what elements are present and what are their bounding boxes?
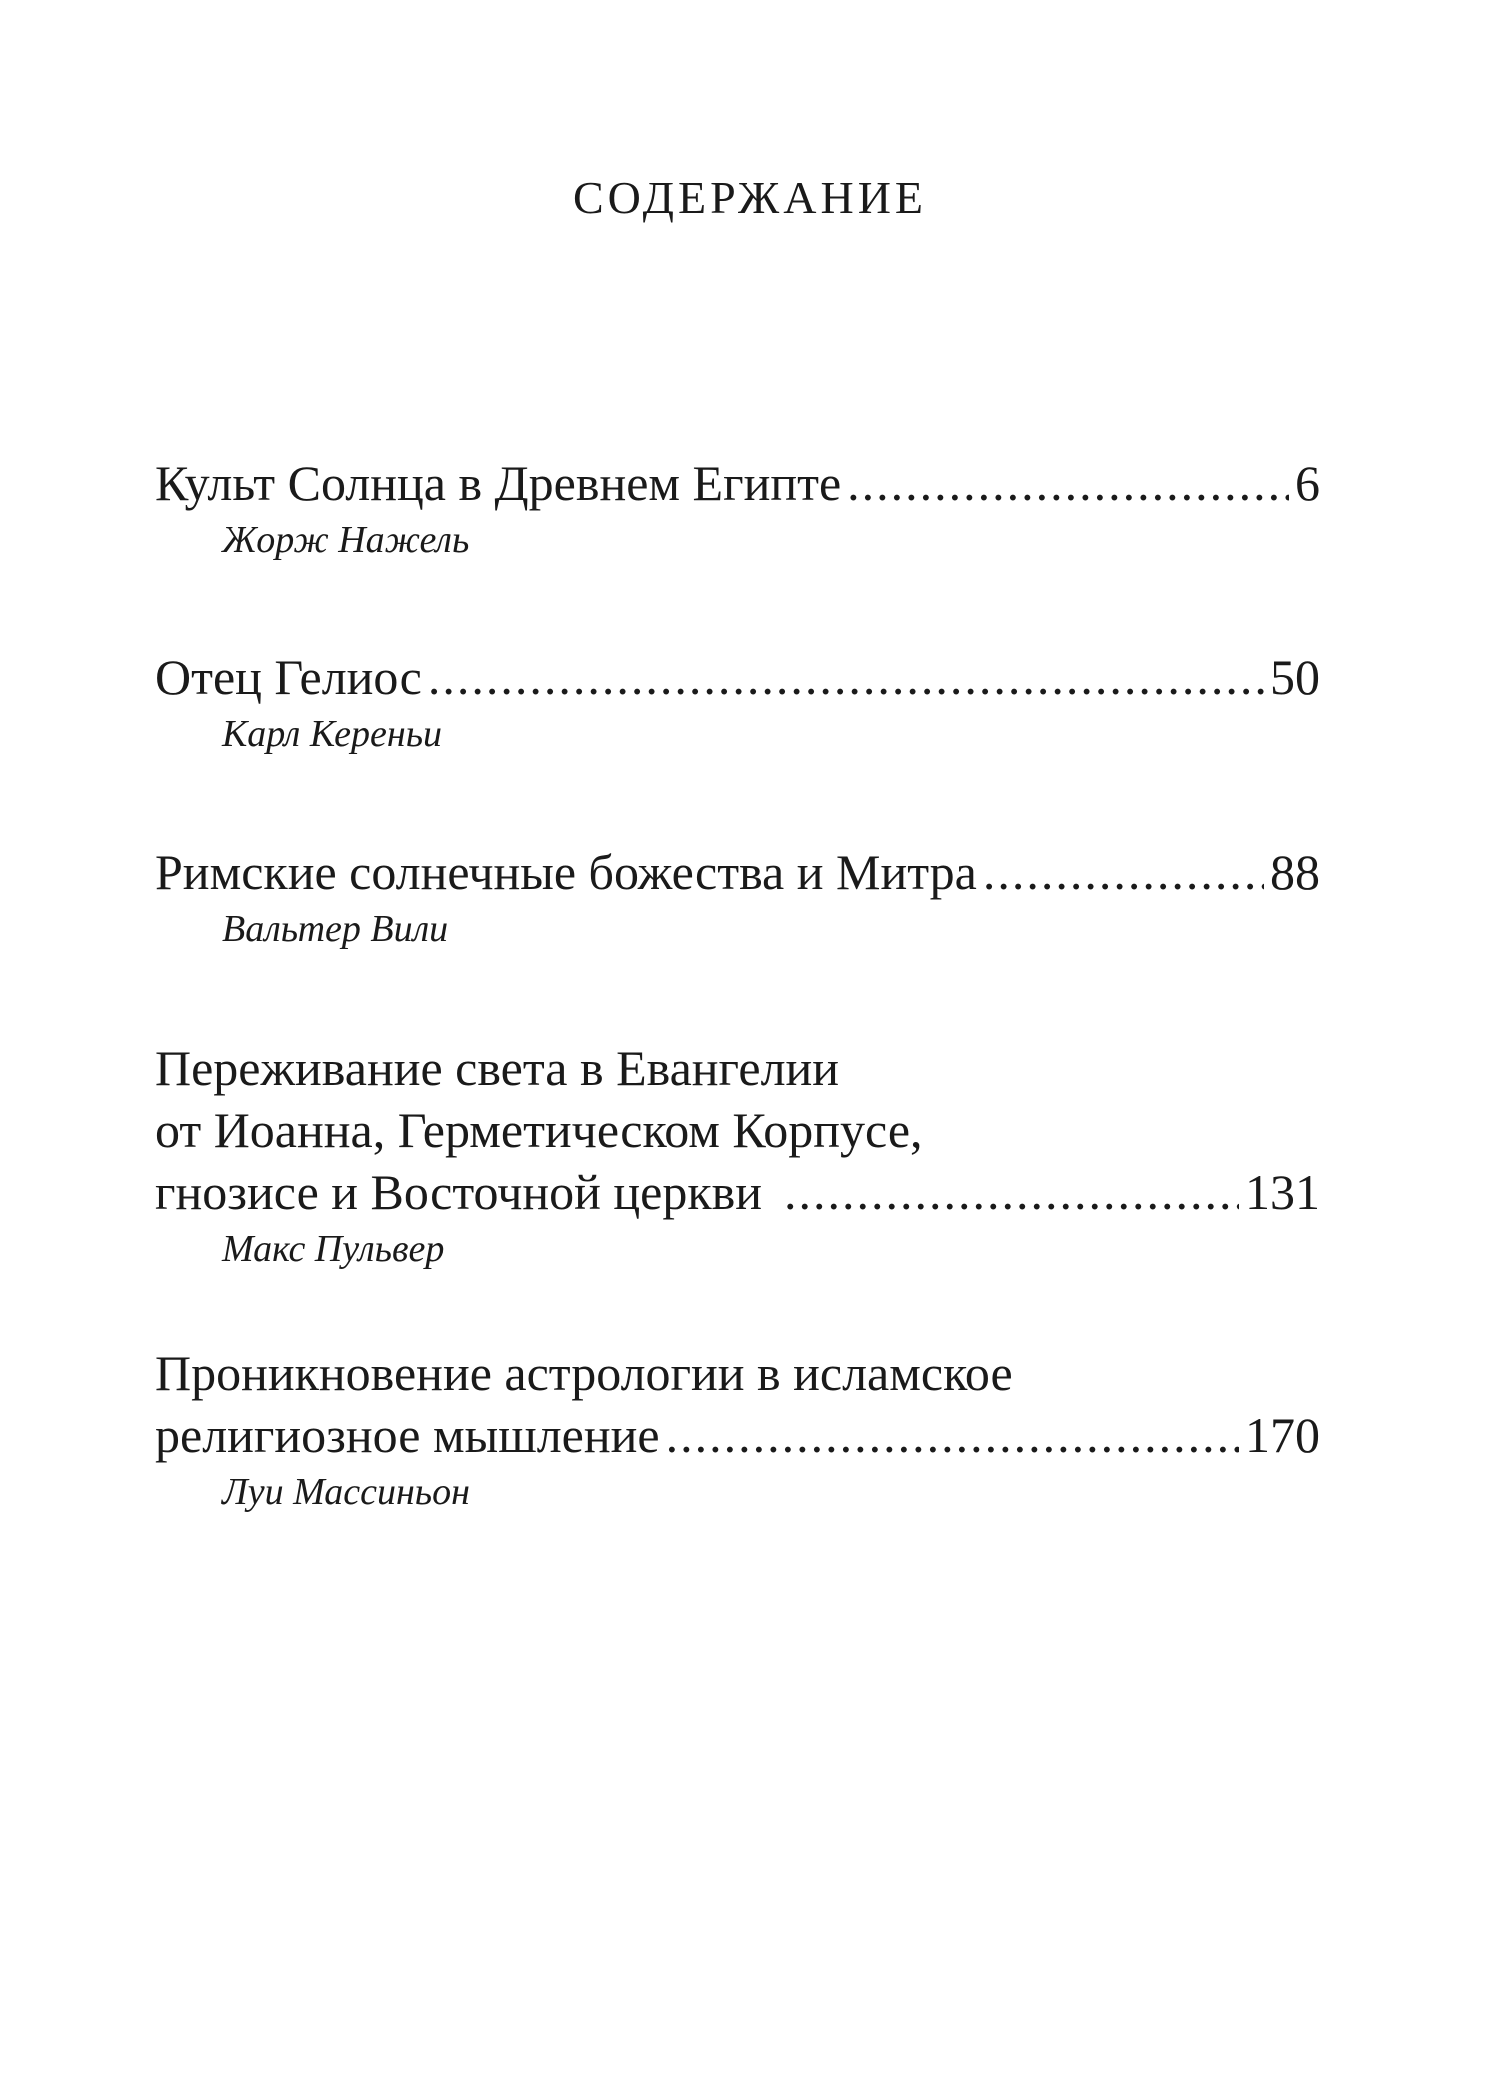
toc-author: Макс Пульвер: [222, 1228, 445, 1270]
toc-dot-leader: [983, 841, 1264, 903]
toc-page-number: 88: [1270, 844, 1320, 900]
toc-title: Отец Гелиос: [155, 649, 422, 705]
toc-author: Жорж Нажель: [222, 519, 470, 561]
toc-entry: [155, 1342, 1320, 1518]
toc-author: Вальтер Вили: [222, 908, 449, 950]
toc-dot-leader: [847, 452, 1289, 514]
toc-title: Культ Солнца в Древнем Египте: [155, 455, 842, 511]
toc-author: Карл Кереньи: [222, 713, 443, 755]
toc-title: религиозное мышление: [155, 1407, 660, 1463]
page-title: СОДЕРЖАНИЕ: [572, 172, 928, 223]
toc-title-line: от Иоанна, Герметическом Корпусе,: [155, 1102, 923, 1158]
toc-entry: [155, 1037, 1320, 1275]
toc-title-line: [155, 452, 1320, 514]
toc-title-line: [155, 646, 1320, 708]
toc-author: Луи Массиньон: [222, 1471, 470, 1513]
toc-page-number: 131: [1245, 1164, 1320, 1220]
toc-title: Римские солнечные божества и Митра: [155, 844, 977, 900]
toc-title-line: [155, 841, 1320, 903]
toc-dot-leader: [666, 1404, 1239, 1466]
toc-title-line: [155, 1404, 1320, 1466]
toc-title-line: Переживание света в Евангелии: [155, 1040, 840, 1096]
toc-title: гнозисе и Восточной церкви: [155, 1164, 762, 1220]
toc-title-line: [155, 1161, 1320, 1223]
toc-dot-leader: [428, 646, 1264, 708]
toc-entry: [155, 841, 1320, 955]
toc-page-number: 50: [1270, 649, 1320, 705]
toc-entry: [155, 646, 1320, 760]
toc-title-line: Проникновение астрологии в исламское: [155, 1345, 1013, 1401]
toc-dot-leader: [784, 1161, 1239, 1223]
toc-entry: [155, 452, 1320, 566]
toc-page-number: 170: [1245, 1407, 1320, 1463]
toc-page-number: 6: [1295, 455, 1320, 511]
